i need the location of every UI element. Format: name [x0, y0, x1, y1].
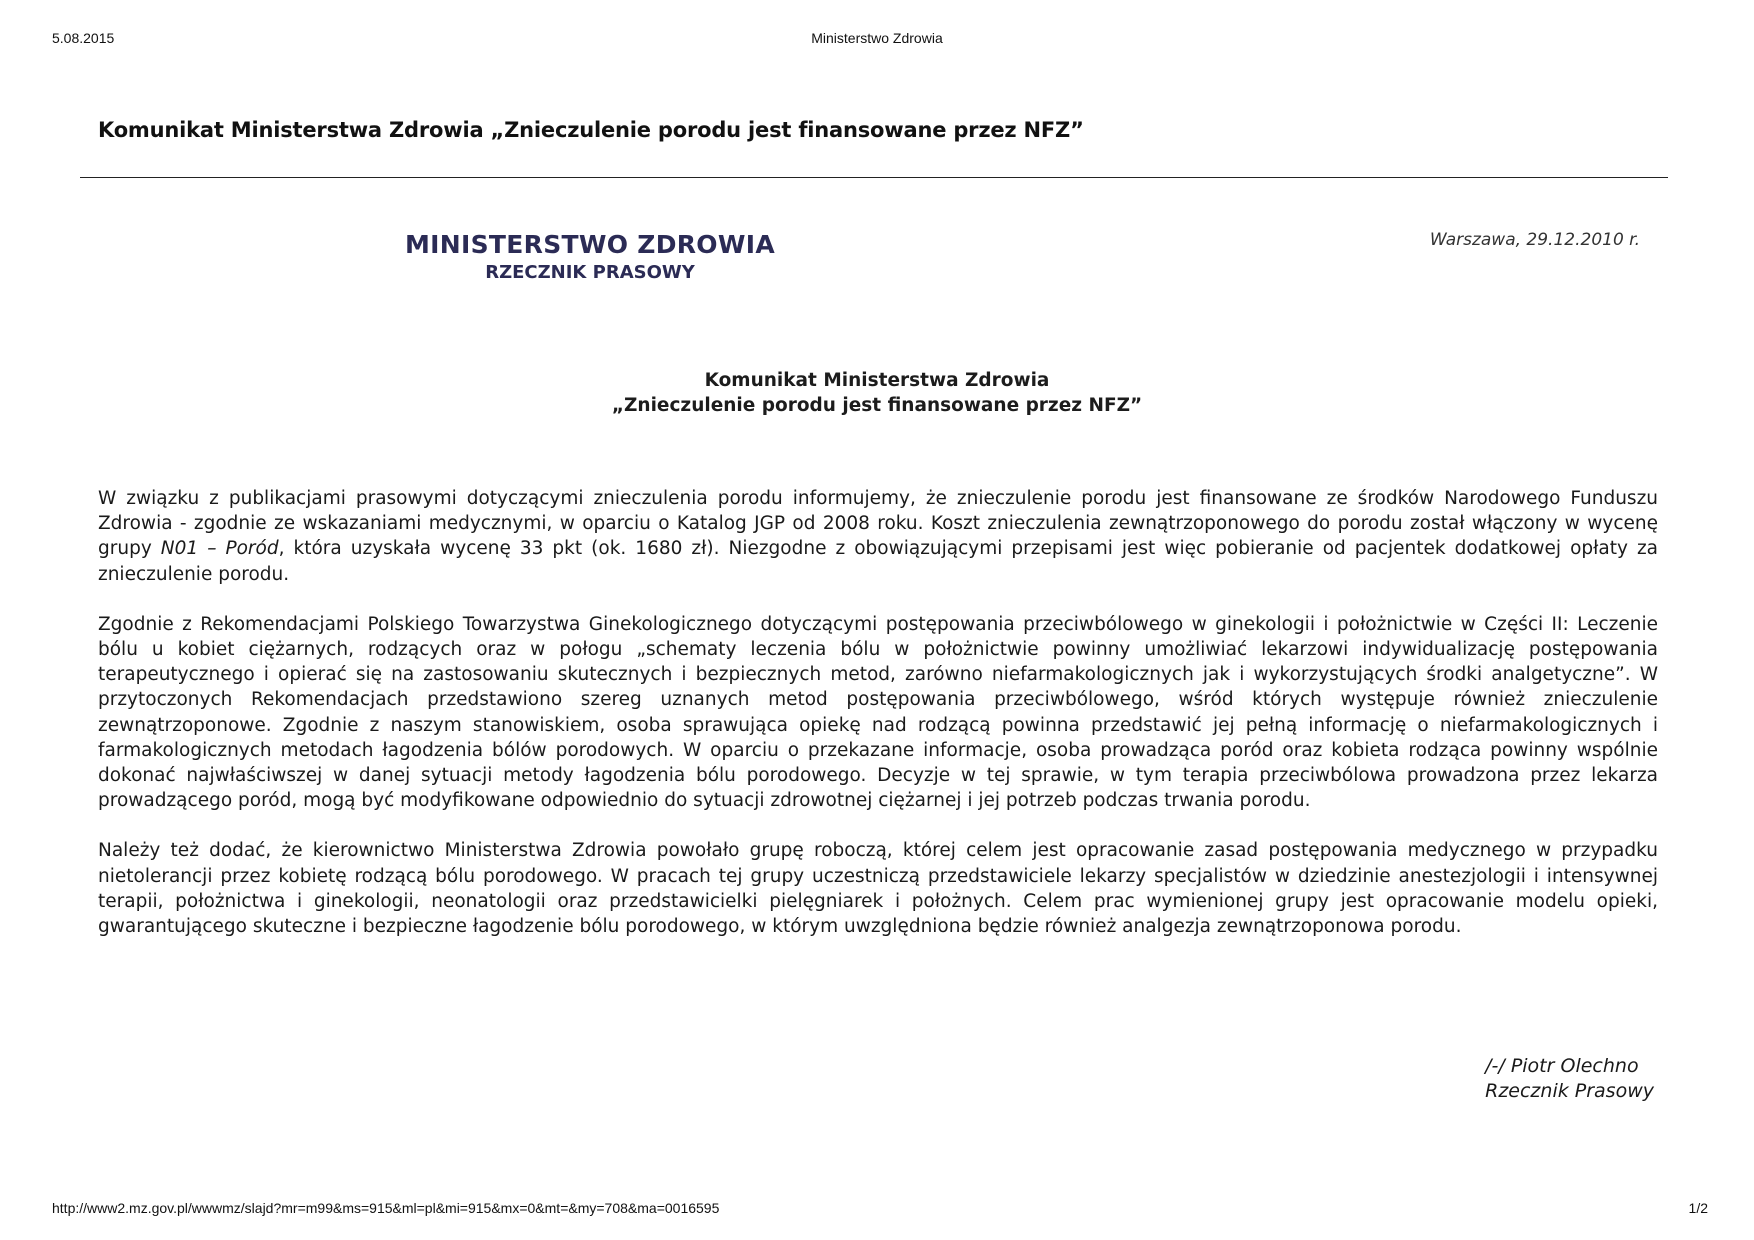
print-page-number: 1/2	[1688, 1200, 1708, 1216]
paragraph-1-part-a: W związku z publikacjami prasowymi dotyczącymi znieczulenia porodu informujemy, że znieczulenie porodu jest finansowane ze środków Narodowego Funduszu Zdrowia - zgodnie ze wskazaniami medycznymi, w oparciu o Katalog JGP od 2008 roku. Koszt znieczulenia zewnątrzoponowego do porodu został włączony w wycenę grupy	[98, 488, 1658, 560]
paragraph-1-group-name: N01 – Poród	[160, 538, 279, 560]
communique-title-line1: Komunikat Ministerstwa Zdrowia	[704, 370, 1050, 391]
print-footer-url: http://www2.mz.gov.pl/wwwmz/slajd?mr=m99&ms=915&ml=pl&mi=915&mx=0&mt=&my=708&ma=0016595	[52, 1200, 720, 1216]
place-date: Warszawa, 29.12.2010 r.	[1429, 230, 1640, 250]
communique-title	[0, 368, 1754, 418]
print-date: 5.08.2015	[52, 30, 115, 46]
signature-name: /-/ Piotr Olechno	[1485, 1055, 1639, 1077]
paragraph-1	[98, 486, 1658, 587]
heading-divider	[80, 177, 1668, 178]
communique-title-line2: „Znieczulenie porodu jest finansowane przez NFZ”	[611, 395, 1143, 416]
paragraph-3: Należy też dodać, że kierownictwo Ministerstwa Zdrowia powołało grupę roboczą, której celem jest opracowanie zasad postępowania medycznego w przypadku nietolerancji przez kobietę rodzącą bólu porodowego. W pracach tej grupy uczestniczą przedstawiciele lekarzy specjalistów w dziedzinie anestezjologii i intensywnej terapii, położnictwa i ginekologii, neonatologii oraz przedstawicielki pielęgniarek i położnych. Celem prac wymienionej grupy jest opracowanie modelu opieki, gwarantującego skuteczne i bezpieczne łagodzenie bólu porodowego, w którym uwzględniona będzie również analgezja zewnątrzoponowa porodu.	[98, 840, 1658, 938]
print-page-title: Ministerstwo Zdrowia	[811, 30, 943, 46]
communique-body	[98, 486, 1658, 964]
signature-block	[1485, 1054, 1654, 1104]
ministry-name: MINISTERSTWO ZDROWIA	[405, 230, 775, 259]
page-heading: Komunikat Ministerstwa Zdrowia „Znieczulenie porodu jest finansowane przez NFZ”	[98, 118, 1084, 142]
ministry-unit: RZECZNIK PRASOWY	[485, 262, 695, 283]
paragraph-2: Zgodnie z Rekomendacjami Polskiego Towarzystwa Ginekologicznego dotyczącymi postępowania przeciwbólowego w ginekologii i położnictwie w Części II: Leczenie bólu u kobiet ciężarnych, rodzących oraz w połogu „schematy leczenia bólu w położnictwie powinny umożliwiać lekarzowi indywidualizację postępowania terapeutycznego i opierać się na zastosowaniu skutecznych i bezpiecznych metod, zarówno niefarmakologicznych jak i wykorzystujących środki analgetyczne”. W przytoczonych Rekomendacjach przedstawiono szereg uznanych metod postępowania przeciwbólowego, wśród których występuje również znieczulenie zewnątrzoponowe. Zgodnie z naszym stanowiskiem, osoba sprawująca opiekę nad rodzącą powinna przedstawić jej pełną informację o niefarmakologicznych i farmakologicznych metodach łagodzenia bólów porodowych. W oparciu o przekazane informacje, osoba prowadząca poród oraz kobieta rodząca powinny wspólnie dokonać najwłaściwszej w danej sytuacji metody łagodzenia bólu porodowego. Decyzje w tej sprawie, w tym terapia przeciwbólowa prowadzona przez lekarza prowadzącego poród, mogą być modyfikowane odpowiednio do sytuacji zdrowotnej ciężarnej i jej potrzeb podczas trwania porodu.	[98, 613, 1658, 812]
paragraph-1-part-b: , która uzyskała wycenę 33 pkt (ok. 1680 zł). Niezgodne z obowiązującymi przepisami jest więc pobieranie od pacjentek dodatkowej opłaty za znieczulenie porodu.	[98, 538, 1658, 585]
signature-role: Rzecznik Prasowy	[1485, 1080, 1654, 1102]
ministry-letterhead	[380, 230, 800, 283]
